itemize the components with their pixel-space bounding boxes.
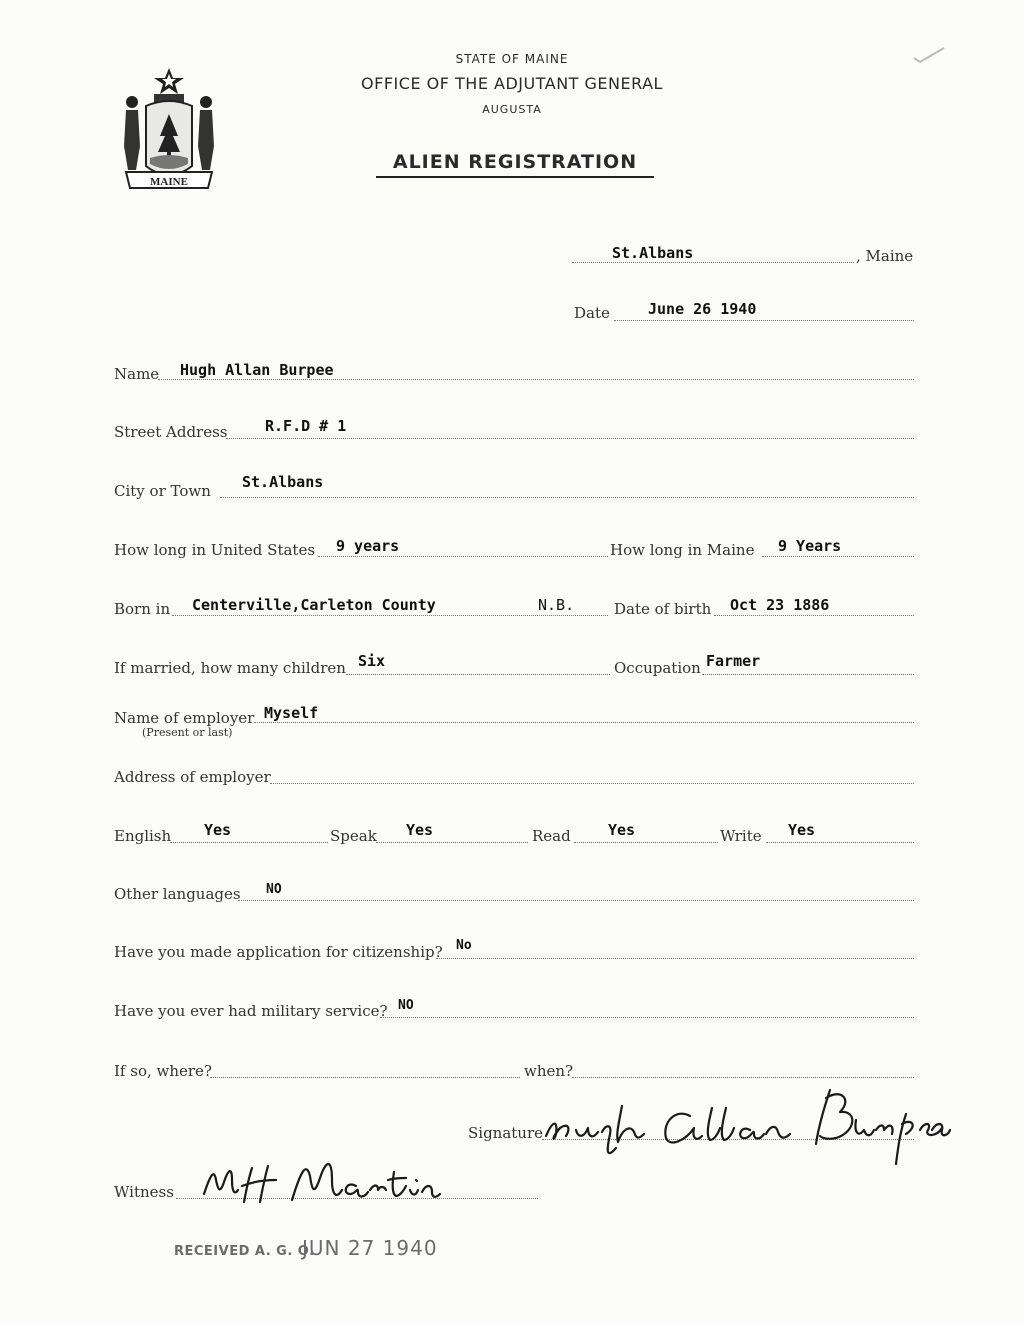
- date-value: June 26 1940: [648, 300, 757, 318]
- form-title: ALIEN REGISTRATION: [376, 151, 654, 178]
- if-so-where-label: If so, where?: [114, 1062, 212, 1080]
- name-label: Name: [114, 365, 160, 383]
- speak-label: Speak: [330, 827, 377, 845]
- received-stamp-date: JUN 27 1940: [302, 1236, 438, 1260]
- born-line: [172, 615, 608, 616]
- other-languages-value: NO: [266, 882, 282, 897]
- header-office: OFFICE OF THE ADJUTANT GENERAL: [361, 74, 663, 93]
- maine-long-value: 9 Years: [778, 537, 842, 555]
- children-value: Six: [358, 652, 386, 670]
- employer-address-label: Address of employer: [114, 768, 271, 786]
- dob-line: [714, 615, 914, 616]
- town-value: St.Albans: [612, 244, 694, 262]
- military-value: NO: [398, 998, 414, 1013]
- other-languages-line: [238, 900, 914, 901]
- when-label: when?: [524, 1062, 574, 1080]
- us-line: [318, 556, 608, 557]
- maine-label: , Maine: [856, 247, 914, 265]
- date-label: Date: [574, 304, 610, 322]
- name-line: [158, 379, 914, 380]
- citizenship-label: Have you made application for citizenship?: [114, 943, 443, 961]
- city-label: City or Town: [114, 482, 211, 500]
- children-line: [346, 674, 610, 675]
- where-line: [210, 1077, 520, 1078]
- us-value: 9 years: [336, 537, 400, 555]
- city-value: St.Albans: [242, 473, 324, 491]
- employer-label: Name of employer: [114, 709, 255, 727]
- born-province: N.B.: [538, 596, 575, 614]
- born-value: Centerville,Carleton County: [192, 596, 436, 614]
- born-label: Born in: [114, 600, 171, 618]
- write-value: Yes: [788, 821, 816, 839]
- maine-long-line: [762, 556, 914, 557]
- children-label: If married, how many children: [114, 659, 346, 677]
- employer-address-line: [270, 783, 914, 784]
- employer-line: [254, 722, 914, 723]
- dob-value: Oct 23 1886: [730, 596, 830, 614]
- english-value: Yes: [204, 821, 232, 839]
- employer-value: Myself: [264, 704, 319, 722]
- signature-label: Signature: [468, 1124, 544, 1142]
- write-label: Write: [720, 827, 762, 845]
- header-state: STATE OF MAINE: [455, 52, 569, 66]
- military-line: [380, 1017, 914, 1018]
- other-languages-label: Other languages: [114, 885, 241, 903]
- us-label: How long in United States: [114, 541, 316, 559]
- name-value: Hugh Allan Burpee: [180, 361, 334, 379]
- read-value: Yes: [608, 821, 636, 839]
- street-value: R.F.D # 1: [265, 417, 347, 435]
- street-label: Street Address: [114, 423, 228, 441]
- city-line: [220, 497, 914, 498]
- occupation-value: Farmer: [706, 652, 761, 670]
- citizenship-line: [436, 958, 914, 959]
- occupation-line: [702, 674, 914, 675]
- applicant-signature: [540, 1078, 952, 1168]
- date-line: [614, 320, 914, 321]
- speak-value: Yes: [406, 821, 434, 839]
- military-label: Have you ever had military service?: [114, 1002, 388, 1020]
- town-line: [572, 262, 854, 263]
- read-line: [574, 842, 718, 843]
- received-stamp: RECEIVED A. G. O.: [174, 1244, 315, 1259]
- maine-long-label: How long in Maine: [610, 541, 755, 559]
- dob-label: Date of birth: [614, 600, 712, 618]
- speak-line: [376, 842, 528, 843]
- street-line: [226, 438, 914, 439]
- header-city: AUGUSTA: [482, 103, 542, 116]
- employer-sublabel: (Present or last): [142, 726, 233, 739]
- seal-text: MAINE: [150, 176, 188, 188]
- witness-label: Witness: [114, 1183, 174, 1201]
- witness-signature: [196, 1150, 446, 1214]
- read-label: Read: [532, 827, 571, 845]
- write-line: [766, 842, 914, 843]
- english-line: [170, 842, 328, 843]
- occupation-label: Occupation: [614, 659, 701, 677]
- citizenship-value: No: [456, 938, 472, 953]
- english-label: English: [114, 827, 172, 845]
